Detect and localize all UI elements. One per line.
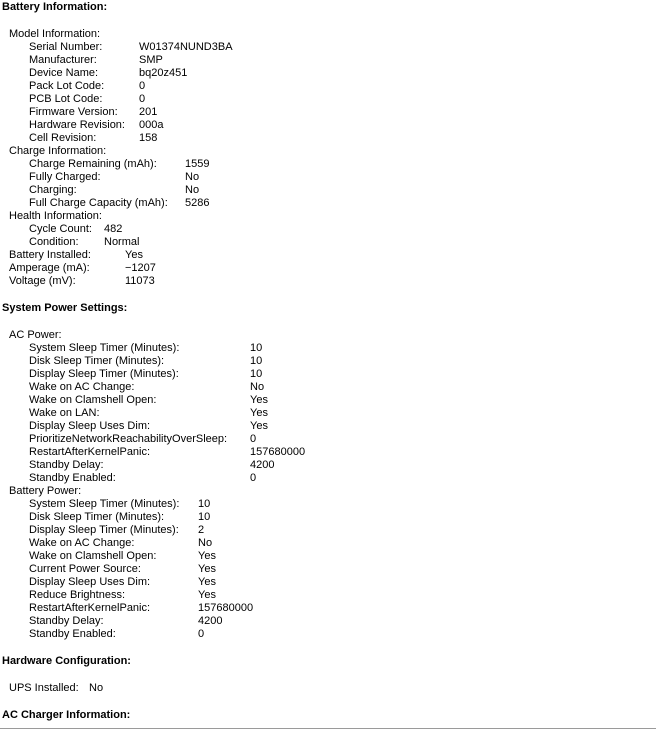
standby-enabled-value: 0 (250, 472, 257, 484)
standby-enabled-label: Standby Enabled: (29, 628, 116, 640)
current-power-source-label: Current Power Source: (29, 563, 141, 575)
ups-installed-value: No (89, 682, 104, 694)
hardware-revision-value: 000a (139, 119, 164, 131)
condition-value: Normal (104, 236, 140, 248)
voltage-mv-label: Voltage (mV): (9, 275, 76, 287)
voltage-mv-value: 11073 (125, 275, 155, 287)
wake-on-clamshell-open-label: Wake on Clamshell Open: (29, 394, 157, 406)
display-sleep-timer-minutes-value: 2 (198, 524, 205, 536)
model-information-title: Model Information: (9, 28, 101, 40)
full-charge-capacity-mah-label: Full Charge Capacity (mAh): (29, 197, 168, 209)
fully-charged-label: Fully Charged: (29, 171, 101, 183)
pack-lot-code-label: Pack Lot Code: (29, 80, 105, 92)
firmware-version-label: Firmware Version: (29, 106, 118, 118)
cell-revision-label: Cell Revision: (29, 132, 97, 144)
wake-on-lan-label: Wake on LAN: (29, 407, 100, 419)
wake-on-clamshell-open-label: Wake on Clamshell Open: (29, 550, 157, 562)
wake-on-clamshell-open-value: Yes (250, 394, 268, 406)
display-sleep-timer-minutes-value: 10 (250, 368, 263, 380)
amperage-ma-value: −1207 (125, 262, 156, 274)
hardware-revision-label: Hardware Revision: (29, 119, 125, 131)
standby-enabled-value: 0 (198, 628, 205, 640)
system-sleep-timer-minutes-value: 10 (250, 342, 263, 354)
battery-information-heading: Battery Information: (2, 1, 108, 13)
display-sleep-timer-minutes-label: Display Sleep Timer (Minutes): (29, 368, 179, 380)
wake-on-ac-change-label: Wake on AC Change: (29, 381, 135, 393)
reduce-brightness-value: Yes (198, 589, 216, 601)
disk-sleep-timer-minutes-label: Disk Sleep Timer (Minutes): (29, 355, 165, 367)
display-sleep-uses-dim-label: Display Sleep Uses Dim: (29, 420, 151, 432)
system-power-settings-heading: System Power Settings: (2, 302, 128, 314)
standby-delay-value: 4200 (250, 459, 275, 471)
disk-sleep-timer-minutes-label: Disk Sleep Timer (Minutes): (29, 511, 165, 523)
serial-number-value: W01374NUND3BA (139, 41, 233, 53)
display-sleep-uses-dim-value: Yes (250, 420, 268, 432)
wake-on-ac-change-value: No (198, 537, 213, 549)
health-information-title: Health Information: (9, 210, 102, 222)
current-power-source-value: Yes (198, 563, 216, 575)
display-sleep-timer-minutes-label: Display Sleep Timer (Minutes): (29, 524, 179, 536)
charging-label: Charging: (29, 184, 77, 196)
wake-on-clamshell-open-value: Yes (198, 550, 216, 562)
cycle-count-value: 482 (104, 223, 123, 235)
pcb-lot-code-label: PCB Lot Code: (29, 93, 103, 105)
charge-remaining-mah-value: 1559 (185, 158, 210, 170)
standby-delay-value: 4200 (198, 615, 223, 627)
firmware-version-value: 201 (139, 106, 158, 118)
device-name-value: bq20z451 (139, 67, 188, 79)
charging-value: No (185, 184, 200, 196)
hardware-configuration-heading: Hardware Configuration: (2, 655, 131, 667)
cell-revision-value: 158 (139, 132, 158, 144)
system-sleep-timer-minutes-label: System Sleep Timer (Minutes): (29, 498, 180, 510)
ac-power-title: AC Power: (9, 329, 62, 341)
amperage-ma-label: Amperage (mA): (9, 262, 90, 274)
battery-installed-value: Yes (125, 249, 143, 261)
cycle-count-label: Cycle Count: (29, 223, 92, 235)
prioritizenetworkreachabilityoversleep-label: PrioritizeNetworkReachabilityOverSleep: (29, 433, 228, 445)
manufacturer-label: Manufacturer: (29, 54, 97, 66)
ups-installed-label: UPS Installed: (9, 682, 79, 694)
device-name-label: Device Name: (29, 67, 99, 79)
manufacturer-value: SMP (139, 54, 163, 66)
prioritizenetworkreachabilityoversleep-value: 0 (250, 433, 257, 445)
wake-on-ac-change-label: Wake on AC Change: (29, 537, 135, 549)
system-sleep-timer-minutes-value: 10 (198, 498, 211, 510)
disk-sleep-timer-minutes-value: 10 (198, 511, 211, 523)
pack-lot-code-value: 0 (139, 80, 146, 92)
battery-installed-label: Battery Installed: (9, 249, 91, 261)
display-sleep-uses-dim-label: Display Sleep Uses Dim: (29, 576, 151, 588)
wake-on-ac-change-value: No (250, 381, 265, 393)
charge-information-title: Charge Information: (9, 145, 107, 157)
full-charge-capacity-mah-value: 5286 (185, 197, 210, 209)
standby-enabled-label: Standby Enabled: (29, 472, 116, 484)
reduce-brightness-label: Reduce Brightness: (29, 589, 125, 601)
fully-charged-value: No (185, 171, 200, 183)
pcb-lot-code-value: 0 (139, 93, 146, 105)
standby-delay-label: Standby Delay: (29, 459, 104, 471)
disk-sleep-timer-minutes-value: 10 (250, 355, 263, 367)
serial-number-label: Serial Number: (29, 41, 103, 53)
condition-label: Condition: (29, 236, 79, 248)
system-sleep-timer-minutes-label: System Sleep Timer (Minutes): (29, 342, 180, 354)
battery-power-title: Battery Power: (9, 485, 82, 497)
restartafterkernelpanic-value: 157680000 (250, 446, 306, 458)
ac-charger-information-heading: AC Charger Information: (2, 709, 131, 721)
restartafterkernelpanic-label: RestartAfterKernelPanic: (29, 446, 151, 458)
restartafterkernelpanic-label: RestartAfterKernelPanic: (29, 602, 151, 614)
display-sleep-uses-dim-value: Yes (198, 576, 216, 588)
restartafterkernelpanic-value: 157680000 (198, 602, 254, 614)
standby-delay-label: Standby Delay: (29, 615, 104, 627)
bottom-divider (0, 728, 656, 729)
charge-remaining-mah-label: Charge Remaining (mAh): (29, 158, 157, 170)
wake-on-lan-value: Yes (250, 407, 268, 419)
